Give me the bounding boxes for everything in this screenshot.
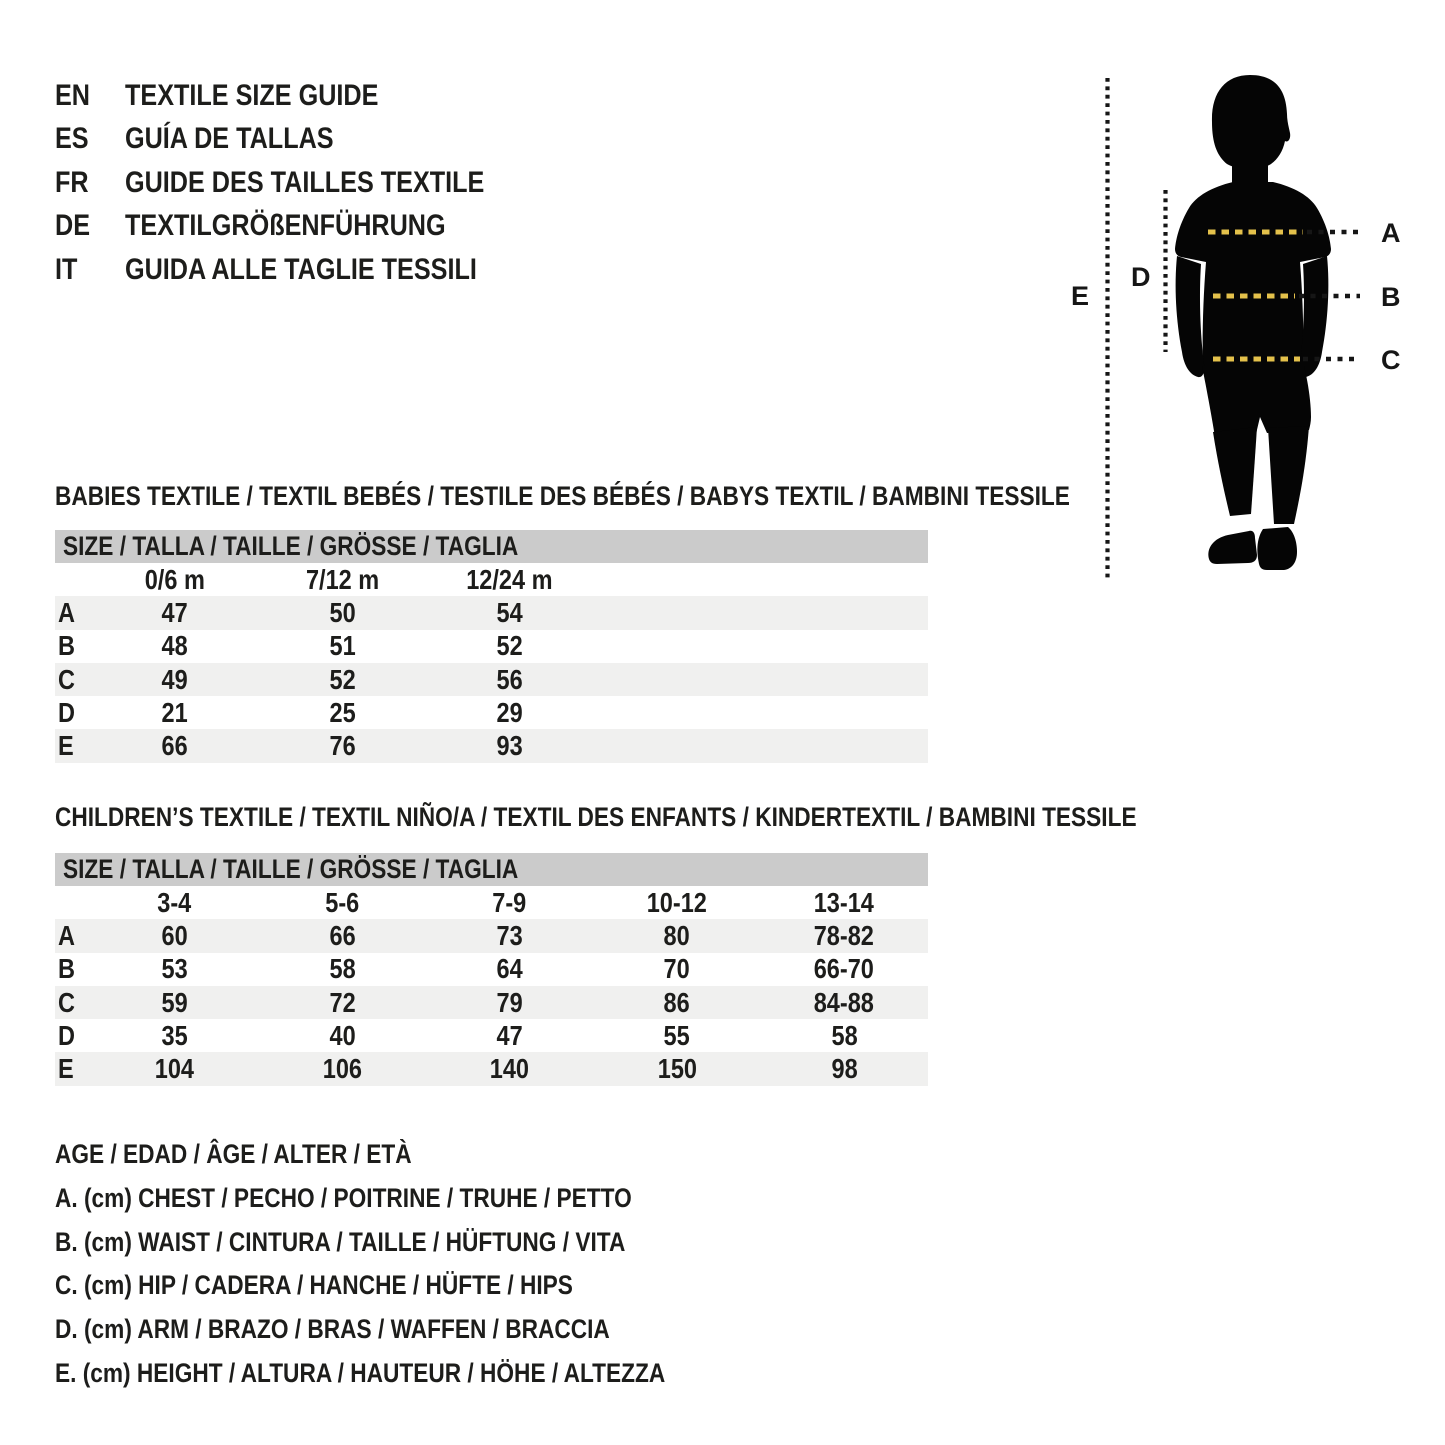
lang-row-en xyxy=(55,74,553,117)
table-cell: 60 xyxy=(161,919,188,951)
table-cell: 48 xyxy=(161,630,188,662)
table-row xyxy=(55,919,928,952)
table-cell: 64 xyxy=(496,953,523,985)
column-header: 5-6 xyxy=(325,886,360,918)
table-cell: 40 xyxy=(329,1019,356,1051)
table-cell: 86 xyxy=(663,986,690,1018)
children-section-title: CHILDREN’S TEXTILE / TEXTIL NIÑO/A / TEXTIL DES ENFANTS / KINDERTEXTIL / BAMBINI TESSILE xyxy=(55,802,1137,832)
row-label: D xyxy=(58,696,75,728)
table-cell: 50 xyxy=(329,596,356,628)
row-label: E xyxy=(58,730,74,762)
label-arm-d: D xyxy=(1131,262,1151,292)
table-cell: 140 xyxy=(489,1053,530,1085)
column-header: 7-9 xyxy=(492,886,527,918)
table-cell: 52 xyxy=(496,630,523,662)
legend-line-hip: C. (cm) HIP / CADERA / HANCHE / HÜFTE / HIPS xyxy=(55,1270,573,1301)
table-cell: 35 xyxy=(161,1019,188,1051)
table-cell: 55 xyxy=(663,1019,690,1051)
table-cell: 72 xyxy=(329,986,356,1018)
table-cell: 25 xyxy=(329,696,356,728)
label-hip-c: C xyxy=(1381,345,1401,375)
table-row xyxy=(55,1052,928,1085)
table-cell: 84-88 xyxy=(814,986,875,1018)
size-header-bar: SIZE / TALLA / TAILLE / GRÖSSE / TAGLIA xyxy=(55,530,928,563)
label-height-e: E xyxy=(1071,281,1090,311)
table-cell: 59 xyxy=(161,986,188,1018)
legend-line-waist: B. (cm) WAIST / CINTURA / TAILLE / HÜFTUNG / VITA xyxy=(55,1226,626,1257)
row-label: A xyxy=(58,596,75,628)
table-cell: 58 xyxy=(329,953,356,985)
row-label: C xyxy=(58,663,75,695)
lang-row-de xyxy=(55,204,553,247)
label-waist-b: B xyxy=(1381,282,1401,312)
table-cell: 21 xyxy=(161,696,188,728)
table-cell: 93 xyxy=(496,730,523,762)
table-cell: 66 xyxy=(161,730,188,762)
table-cell: 51 xyxy=(329,630,356,662)
table-cell: 76 xyxy=(329,730,356,762)
guide-title: GUÍA DE TALLAS xyxy=(125,122,334,156)
table-cell: 52 xyxy=(329,663,356,695)
guide-title: TEXTILGRÖßENFÜHRUNG xyxy=(125,209,446,243)
lang-row-es xyxy=(55,117,553,160)
language-titles xyxy=(55,74,553,291)
guide-title: GUIDA ALLE TAGLIE TESSILI xyxy=(125,252,477,286)
lang-code: ES xyxy=(55,122,89,156)
table-row xyxy=(55,696,928,729)
legend-line-height: E. (cm) HEIGHT / ALTURA / HAUTEUR / HÖHE / ALTEZZA xyxy=(55,1357,666,1388)
legend-line-arm: D. (cm) ARM / BRAZO / BRAS / WAFFEN / BRACCIA xyxy=(55,1314,610,1345)
table-cell: 47 xyxy=(161,596,188,628)
table-cell: 66-70 xyxy=(814,953,875,985)
table-cell: 106 xyxy=(322,1053,362,1085)
babies-section-title: BABIES TEXTILE / TEXTIL BEBÉS / TESTILE DES BÉBÉS / BABYS TEXTIL / BAMBINI TESSILE xyxy=(55,481,1070,511)
table-row xyxy=(55,1019,928,1052)
table-cell: 98 xyxy=(831,1053,858,1085)
child-silhouette-figure xyxy=(1060,70,1445,600)
table-row xyxy=(55,630,928,663)
table-cell: 73 xyxy=(496,919,523,951)
table-cell: 47 xyxy=(496,1019,523,1051)
row-label: B xyxy=(58,953,75,985)
row-label: A xyxy=(58,919,75,951)
children-size-table xyxy=(55,853,928,1086)
table-cell: 54 xyxy=(496,596,523,628)
table-cell: 78-82 xyxy=(814,919,875,951)
lang-code: DE xyxy=(55,209,91,243)
table-cell: 80 xyxy=(663,919,690,951)
guide-title: TEXTILE SIZE GUIDE xyxy=(125,79,379,112)
table-cell: 58 xyxy=(831,1019,858,1051)
column-header: 12/24 m xyxy=(466,563,553,595)
guide-title: GUIDE DES TAILLES TEXTILE xyxy=(125,165,485,199)
column-header: 0/6 m xyxy=(144,563,205,595)
table-row xyxy=(55,596,928,629)
table-cell: 53 xyxy=(161,953,188,985)
table-cell: 56 xyxy=(496,663,523,695)
legend-line-age: AGE / EDAD / ÂGE / ALTER / ETÀ xyxy=(55,1139,412,1169)
lang-code: IT xyxy=(55,252,78,286)
lang-code: EN xyxy=(55,79,91,112)
table-cell: 79 xyxy=(496,986,523,1018)
table-row xyxy=(55,986,928,1019)
table-row xyxy=(55,663,928,696)
age-columns-row xyxy=(55,886,928,919)
measurement-legend xyxy=(55,1133,781,1396)
lang-row-it xyxy=(55,248,553,291)
table-cell: 66 xyxy=(329,919,356,951)
babies-size-table xyxy=(55,530,928,763)
table-cell: 70 xyxy=(663,953,690,985)
column-header: 3-4 xyxy=(157,886,192,918)
lang-row-fr xyxy=(55,161,553,204)
legend-line-chest: A. (cm) CHEST / PECHO / POITRINE / TRUHE / PETTO xyxy=(55,1182,632,1213)
lang-code: FR xyxy=(55,165,89,199)
size-header-bar: SIZE / TALLA / TAILLE / GRÖSSE / TAGLIA xyxy=(55,853,928,886)
table-cell: 49 xyxy=(161,663,188,695)
column-header: 10-12 xyxy=(646,886,707,918)
table-cell: 29 xyxy=(496,696,523,728)
table-row xyxy=(55,729,928,762)
row-label: D xyxy=(58,1019,75,1051)
label-chest-a: A xyxy=(1381,218,1401,248)
row-label: B xyxy=(58,630,75,662)
column-header: 7/12 m xyxy=(305,563,379,595)
column-header: 13-14 xyxy=(814,886,875,918)
row-label: E xyxy=(58,1053,74,1085)
row-label: C xyxy=(58,986,75,1018)
age-columns-row xyxy=(55,563,928,596)
table-row xyxy=(55,953,928,986)
table-cell: 150 xyxy=(657,1053,697,1085)
table-cell: 104 xyxy=(155,1053,195,1085)
